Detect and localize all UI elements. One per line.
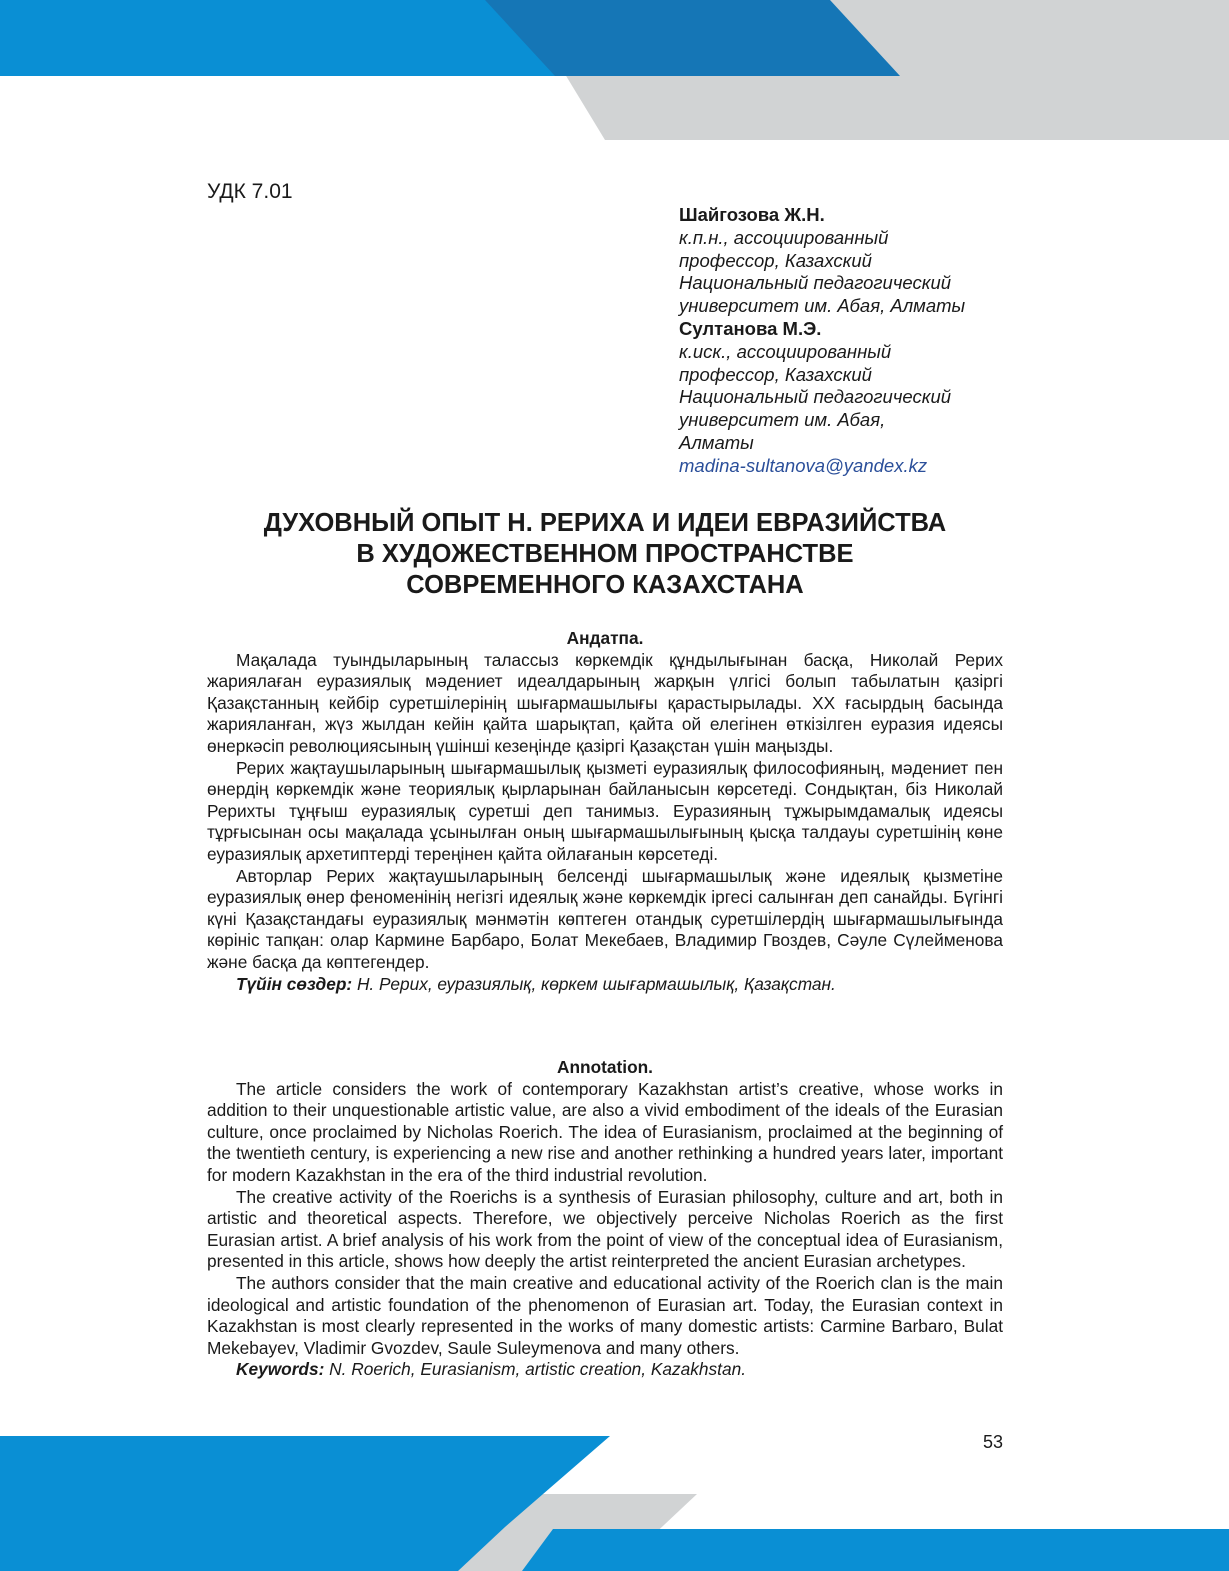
article-title-line: СОВРЕМЕННОГО КАЗАХСТАНА	[406, 571, 804, 599]
keywords-line	[207, 974, 1003, 996]
author-affiliation-line: к.п.н., ассоциированный	[679, 226, 889, 248]
author-affiliation-line: Национальный педагогический	[679, 386, 952, 408]
abstract-heading: Андатпа.	[566, 628, 644, 648]
bottom-blue-band-lower	[0, 1527, 505, 1571]
abstract-paragraph: Рерих жақтаушыларының шығармашылық қызметі еуразиялық философияның, мәдениет пен өнердің көркемдік және теориялық қырларынан байланысын көрсетеді. Сондықтан, біз Николай Рерихты тұңғыш еуразиялық суретші деп танимыз. Еуразияның тұжырымдамалық идеясы тұрғысынан осы мақалада ұсынылған оның шығармашылығының қысқа талдауы суретшінің көне еуразиялық архетиптерді тереңінен қайта ойлағанын көрсетеді.	[207, 757, 1003, 864]
author-affiliation-line: Алматы	[679, 431, 754, 453]
top-gray-band	[520, 0, 1229, 140]
keywords-text: N. Roerich, Eurasianism, artistic creation, Kazakhstan.	[324, 1359, 746, 1380]
abstract-english	[207, 1057, 1003, 1381]
author-affiliation-line: университет им. Абая,	[679, 409, 886, 431]
author-affiliation-line: профессор, Казахский	[679, 249, 872, 271]
author-affiliation-line: профессор, Казахский	[679, 363, 872, 385]
author-name: Шайгозова Ж.Н.	[679, 204, 825, 225]
author-email-link[interactable]: madina-sultanova@yandex.kz	[679, 454, 928, 476]
author-affiliation-line: университет им. Абая, Алматы	[679, 295, 966, 317]
abstract-heading: Annotation.	[557, 1057, 653, 1077]
keywords-text: Н. Рерих, еуразиялық, көркем шығармашылық, Қазақстан.	[352, 973, 836, 994]
bottom-blue-band	[0, 1436, 610, 1527]
abstract-paragraph: The article considers the work of contemporary Kazakhstan artist’s creative, whose works in addition to their unquestionable artistic value, are also a vivid embodiment of the ideals of the Eurasian culture, once proclaimed by Nicholas Roerich. The idea of Eurasianism, proclaimed at the beginning of the twentieth century, is experiencing a new rise and another rethinking a hundred years later, important for modern Kazakhstan in the era of the third industrial revolution.	[207, 1078, 1003, 1185]
abstract-paragraph: Мақалада туындыларының талассыз көркемдік құндылығынан басқа, Николай Рерих жариялаған еуразиялық мәдениет идеалдарының жарқын үлгісі болып табылатын қазіргі Қазақстанның кейбір суретшілерінің шығармашылығы қарастырылады. XX ғасырдың басында жарияланған, жүз жылдан кейін қайта шарықтап, қайта ой елегінен өткізілген еуразия идеясы өнеркәсіп революциясының үшінші кезеңінде қазіргі Қазақстан үшін маңызды.	[207, 649, 1003, 756]
abstract-paragraph: The creative activity of the Roerichs is a synthesis of Eurasian philosophy, culture and art, both in artistic and theoretical aspects. Therefore, we objectively perceive Nicholas Roerich as the first Eurasian artist. A brief analysis of his work from the point of view of the conceptual idea of Eurasianism, presented in this article, shows how deeply the artist reinterpreted the ancient Eurasian archetypes.	[207, 1186, 1003, 1272]
keywords-label: Keywords:	[236, 1359, 325, 1380]
article-title	[150, 508, 1060, 601]
abstract-kazakh	[207, 628, 1003, 995]
top-blue-band	[0, 0, 555, 76]
abstract-paragraph: Авторлар Рерих жақтаушыларының белсенді шығармашылық және идеялық қызметіне еуразиялық өнер феноменінің негізгі идеялық және көркемдік іргесі салынған деп санайды. Бүгінгі күні Қазақстандағы еуразиялық мәнмәтін көптеген отандық суретшілердің шығармашылығында көрініс тапқан: олар Кармине Барбаро, Болат Мекебаев, Владимир Гвоздев, Сәуле Сүлейменова және басқа да көптегендер.	[207, 865, 1003, 972]
keywords-line	[207, 1359, 1003, 1381]
author-block	[679, 204, 1019, 478]
author-affiliation-line: Национальный педагогический	[679, 272, 952, 294]
keywords-label: Түйін сөздер:	[236, 973, 353, 994]
article-title-line: В ХУДОЖЕСТВЕННОМ ПРОСТРАНСТВЕ	[356, 540, 854, 568]
top-blue-band-dark	[430, 0, 900, 76]
abstract-paragraph: The authors consider that the main creative and educational activity of the Roerich clan is the main ideological and artistic foundation of the phenomenon of Eurasian art. Today, the Eurasian context in Kazakhstan is most clearly represented in the works of many domestic artists: Carmine Barbaro, Bulat Mekebayev, Vladimir Gvozdev, Saule Suleymenova and many others.	[207, 1272, 1003, 1358]
bottom-gray-band	[0, 1494, 697, 1571]
bottom-right-blue-band	[522, 1529, 1229, 1571]
author-name: Султанова М.Э.	[679, 317, 822, 339]
udk-code: УДК 7.01	[207, 180, 293, 203]
page-number: 53	[982, 1432, 1003, 1452]
article-title-line: ДУХОВНЫЙ ОПЫТ Н. РЕРИХА И ИДЕИ ЕВРАЗИЙСТВА	[263, 509, 947, 537]
author-affiliation-line: к.иск., ассоциированный	[679, 340, 892, 362]
